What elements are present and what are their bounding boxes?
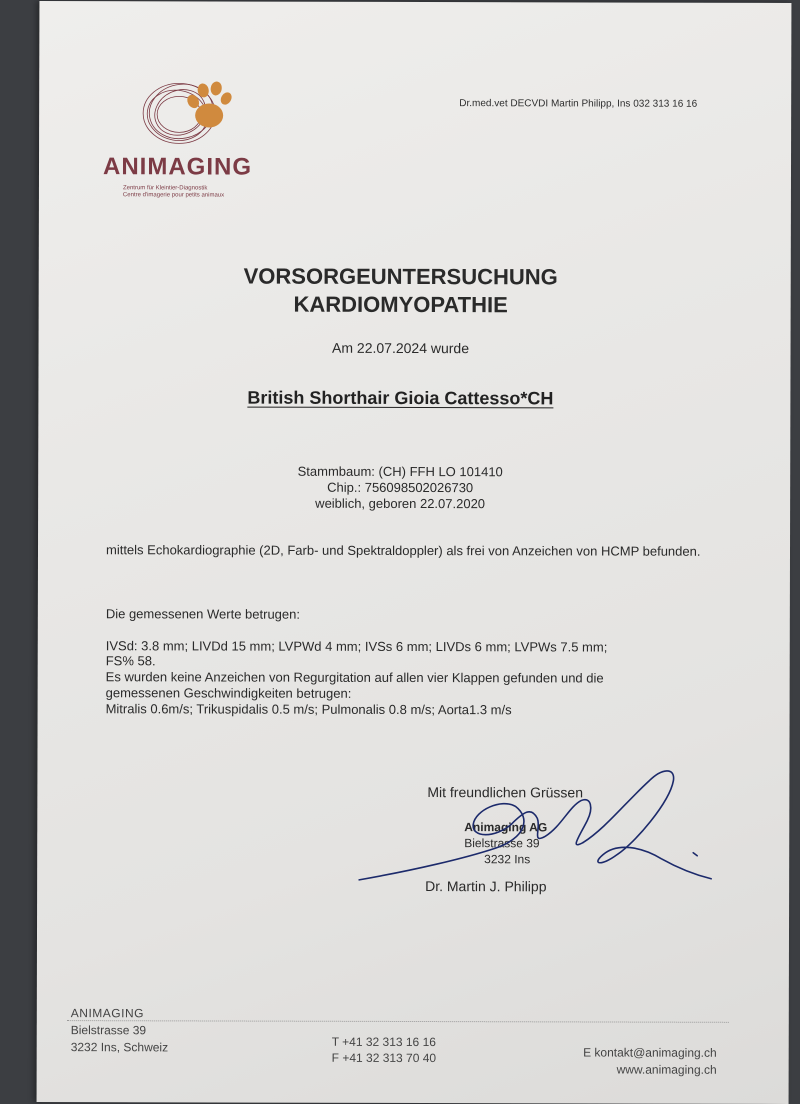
patient-pedigree: Stammbaum: (CH) FFH LO 101410 [38, 463, 762, 480]
measured-intro: Die gemessenen Werte betrugen: [106, 606, 726, 623]
document-page [37, 1, 792, 1104]
valve-velocities: Mitralis 0.6m/s; Trikuspidalis 0.5 m/s; Pulmonalis 0.8 m/s; Aorta1.3 m/s [106, 701, 726, 718]
footer-website: www.animaging.ch [617, 1063, 717, 1077]
document-title-line2: KARDIOMYOPATHIE [39, 291, 763, 319]
doctor-name: Dr. Martin J. Philipp [425, 878, 546, 894]
exam-result: mittels Echokardiographie (2D, Farb- und Spektraldoppler) als frei von Anzeichen von HCMP befunden. [106, 542, 726, 559]
patient-sex-birth: weiblich, geboren 22.07.2020 [38, 495, 762, 512]
regurgitation-line2: gemessenen Geschwindigkeiten betrugen: [106, 685, 726, 702]
footer-city: 3232 Ins, Schweiz [71, 1040, 168, 1054]
header-contact: Dr.med.vet DECVDI Martin Philipp, Ins 032 313 16 16 [459, 98, 697, 110]
patient-name: British Shorthair Gioia Cattesso*CH [38, 387, 762, 410]
footer-email: E kontakt@animaging.ch [583, 1045, 717, 1059]
paw-logo-icon [139, 71, 233, 151]
stamp-company: Animaging AG [464, 820, 547, 834]
footer-divider [67, 1020, 729, 1023]
stamp-street: Bielstrasse 39 [464, 836, 539, 850]
footer-company-name: ANIMAGING [71, 1006, 144, 1020]
logo-name: ANIMAGING [103, 153, 252, 181]
handwritten-signature [355, 762, 715, 893]
exam-date: Am 22.07.2024 wurde [39, 339, 763, 357]
logo-tagline-de: Zentrum für Kleintier-Diagnostik [123, 185, 207, 191]
measured-values-line1: IVSd: 3.8 mm; LIVDd 15 mm; LVPWd 4 mm; IVSs 6 mm; LIVDs 6 mm; LVPWs 7.5 mm; [106, 638, 726, 655]
footer-phone: T +41 32 313 16 16 [332, 1035, 436, 1049]
document-title-line1: VORSORGEUNTERSUCHUNG [39, 263, 763, 291]
regurgitation-line1: Es wurden keine Anzeichen von Regurgitation auf allen vier Klappen gefunden und die [106, 669, 726, 686]
patient-chip: Chip.: 756098502026730 [38, 479, 762, 496]
footer-fax: F +41 32 313 70 40 [332, 1051, 436, 1065]
measured-values-line2: FS% 58. [106, 653, 726, 670]
closing-greeting: Mit freundlichen Grüssen [427, 784, 583, 800]
stamp-city: 3232 Ins [484, 852, 530, 866]
footer-street: Bielstrasse 39 [71, 1023, 146, 1037]
logo-tagline-fr: Centre d'imagerie pour petits animaux [123, 192, 224, 198]
